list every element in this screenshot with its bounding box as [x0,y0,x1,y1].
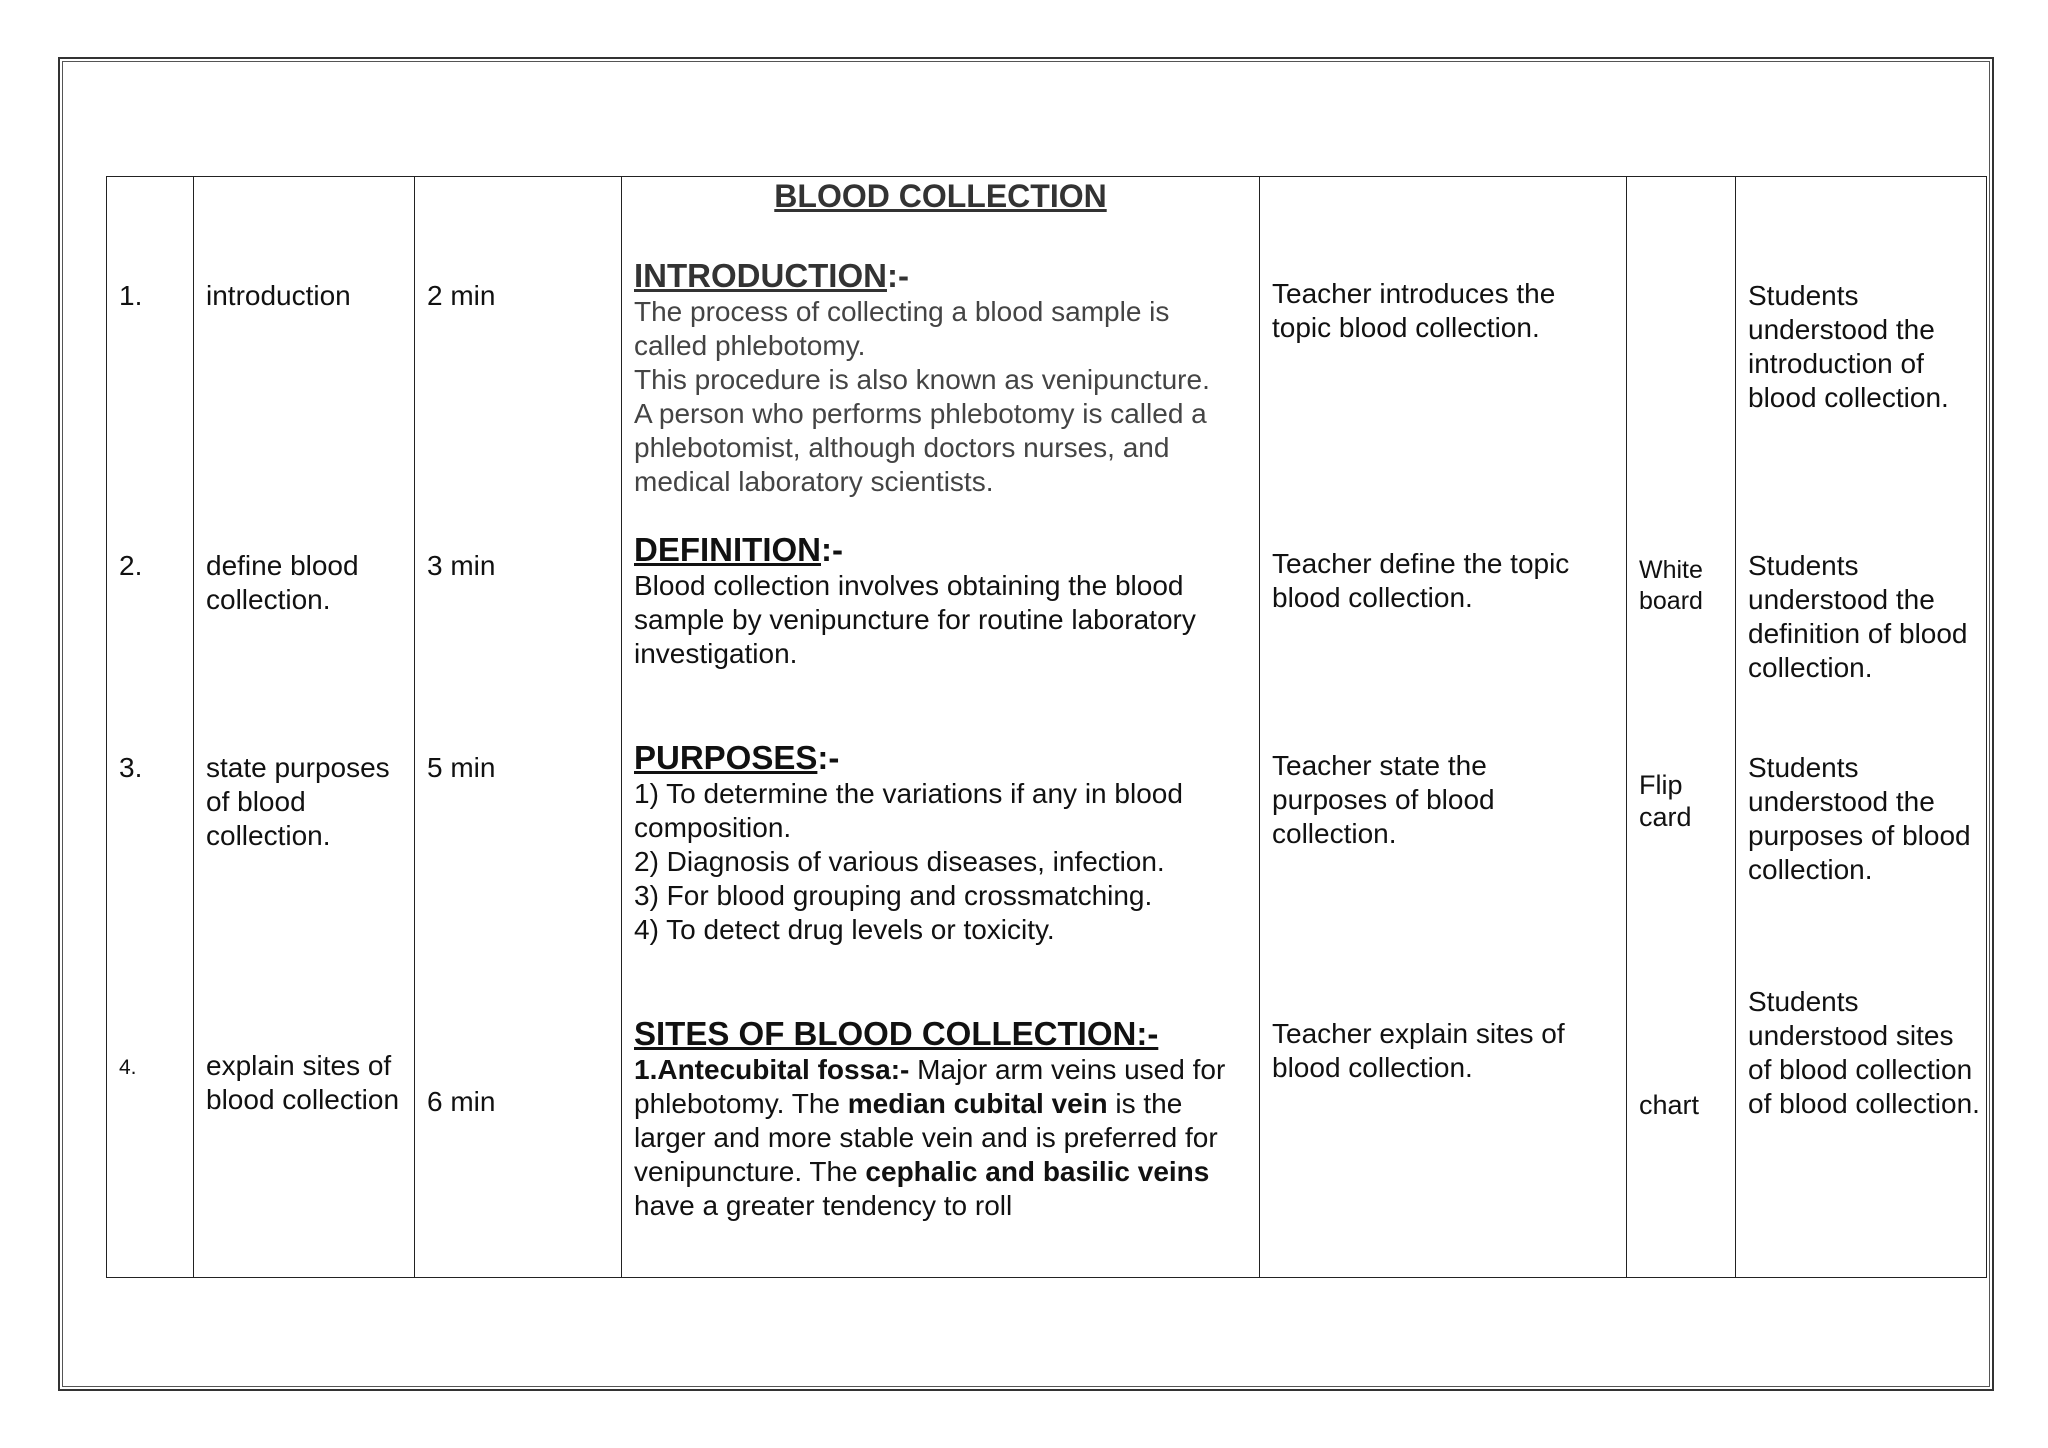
definition-heading: DEFINITION:- [634,531,843,568]
content-line: The process of collecting a blood sample is [634,296,1170,327]
row-4-content [634,1015,1245,1223]
row-4-aid: chart [1639,1090,1700,1120]
column-objective [194,177,415,1278]
sites-paragraph: 1.Antecubital fossa:- Major arm veins used for phlebotomy. The median cubital vein is the larger and more stable vein and is preferred for venipuncture. The cephalic and basilic veins have a greater tendency to roll [634,1054,1226,1221]
content-line: sample by venipuncture for routine laboratory [634,604,1196,635]
content-line: investigation. [634,638,798,669]
content-line: 1) To determine the variations if any in blood [634,778,1183,809]
row-2-teacher-activity: Teacher define the topic blood collection. [1272,548,1570,613]
row-1-number: 1. [119,280,143,311]
row-1-student-outcome: Students understood the introduction of blood collection. [1748,280,1949,413]
row-4-number: 4. [119,1056,137,1079]
content-line: composition. [634,812,792,843]
column-teacher-activity [1260,177,1627,1278]
row-3-objective: state purposes of blood collection. [206,752,390,851]
row-3-teacher-activity: Teacher state the purposes of blood collection. [1272,750,1495,849]
introduction-heading: INTRODUCTION:- [634,257,909,294]
purposes-heading: PURPOSES:- [634,739,840,776]
content-line: phlebotomist, although doctors nurses, and [634,432,1170,463]
content-line: medical laboratory scientists. [634,466,994,497]
content-line: This procedure is also known as venipuncture. [634,364,1210,395]
column-student-outcome [1736,177,1987,1278]
content-line: 2) Diagnosis of various diseases, infection. [634,846,1165,877]
column-number [107,177,194,1278]
content-line: 3) For blood grouping and crossmatching. [634,880,1153,911]
row-3-content [634,739,1249,947]
content-line: 4) To detect drug levels or toxicity. [634,914,1055,945]
row-4-time: 6 min [427,1086,496,1117]
column-time [415,177,622,1278]
row-3-number: 3. [119,752,143,783]
row-1-time: 2 min [427,280,496,311]
row-2-student-outcome: Students understood the definition of blood collection. [1748,550,1968,683]
row-4-objective: explain sites of blood collection [206,1050,400,1115]
row-1-content [634,257,1249,499]
lesson-plan-table [106,176,1987,1278]
row-2-objective: define blood collection. [206,550,359,615]
row-2-time: 3 min [427,550,496,581]
row-2-number: 2. [119,550,143,581]
sites-heading: SITES OF BLOOD COLLECTION:- [634,1015,1159,1052]
document-title: BLOOD COLLECTION [774,178,1107,214]
column-teaching-aid [1627,177,1736,1278]
column-content [622,177,1260,1278]
row-1-objective: introduction [206,280,351,311]
row-2-aid: White board [1639,556,1703,615]
row-2-content [634,531,1249,671]
row-3-aid: Flip card [1639,770,1692,832]
content-line: called phlebotomy. [634,330,866,361]
row-4-student-outcome: Students understood sites of blood collection of blood collection. [1748,986,1980,1119]
row-1-teacher-activity: Teacher introduces the topic blood collection. [1272,278,1556,343]
content-line: Blood collection involves obtaining the blood [634,570,1184,601]
content-line: A person who performs phlebotomy is called a [634,398,1207,429]
row-4-teacher-activity: Teacher explain sites of blood collection. [1272,1018,1565,1083]
row-3-time: 5 min [427,752,496,783]
row-3-student-outcome: Students understood the purposes of blood collection. [1748,752,1971,885]
